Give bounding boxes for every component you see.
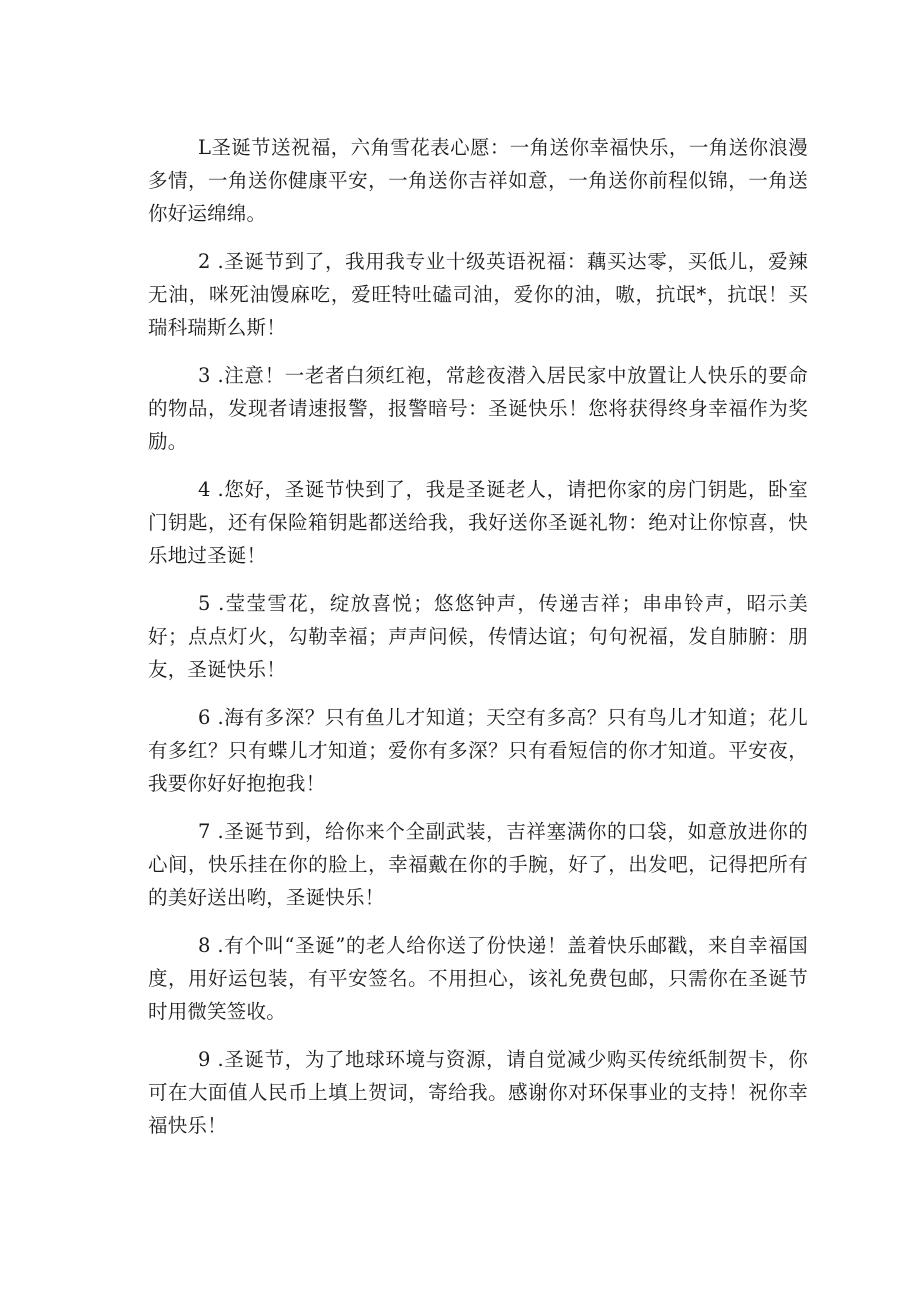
paragraph-8: 8 .有个叫“圣诞”的老人给你送了份快递！盖着快乐邮戳，来自幸福国度，用好运包装，有平安签名。不用担心，该礼免费包邮，只需你在圣诞节时用微笑签收。 — [148, 934, 808, 1023]
paragraph-3: 3 .注意！一老者白须红袍，常趁夜潜入居民家中放置让人快乐的要命的物品，发现者请速报警，报警暗号：圣诞快乐！您将获得终身幸福作为奖励。 — [148, 364, 808, 453]
paragraph-2: 2 .圣诞节到了，我用我专业十级英语祝福：藕买达零，买低儿，爱辣无油，咪死油馒麻吃，爱旺特吐磕司油，爱你的油，嗷，抗氓*，抗氓！买瑞科瑞斯么斯！ — [148, 250, 808, 339]
paragraph-4: 4 .您好，圣诞节快到了，我是圣诞老人，请把你家的房门钥匙，卧室门钥匙，还有保险箱钥匙都送给我，我好送你圣诞礼物：绝对让你惊喜，快乐地过圣诞！ — [148, 478, 808, 567]
paragraph-1: L圣诞节送祝福，六角雪花表心愿：一角送你幸福快乐，一角送你浪漫多情，一角送你健康平安，一角送你吉祥如意，一角送你前程似锦，一角送你好运绵绵。 — [148, 136, 808, 225]
paragraph-6: 6 .海有多深？只有鱼儿才知道；天空有多高？只有鸟儿才知道；花儿有多红？只有蝶儿才知道；爱你有多深？只有看短信的你才知道。平安夜，我要你好好抱抱我！ — [148, 706, 808, 795]
paragraph-9: 9 .圣诞节，为了地球环境与资源，请自觉减少购买传统纸制贺卡，你可在大面值人民币上填上贺词，寄给我。感谢你对环保事业的支持！祝你幸福快乐！ — [148, 1048, 808, 1137]
document-body — [148, 131, 808, 1157]
paragraph-5: 5 .莹莹雪花，绽放喜悦；悠悠钟声，传递吉祥；串串铃声，昭示美好；点点灯火，勾勒幸福；声声问候，传情达谊；句句祝福，发自肺腑：朋友，圣诞快乐！ — [148, 592, 808, 681]
paragraph-7: 7 .圣诞节到，给你来个全副武装，吉祥塞满你的口袋，如意放进你的心间，快乐挂在你的脸上，幸福戴在你的手腕，好了，出发吧，记得把所有的美好送出哟，圣诞快乐！ — [148, 820, 808, 909]
